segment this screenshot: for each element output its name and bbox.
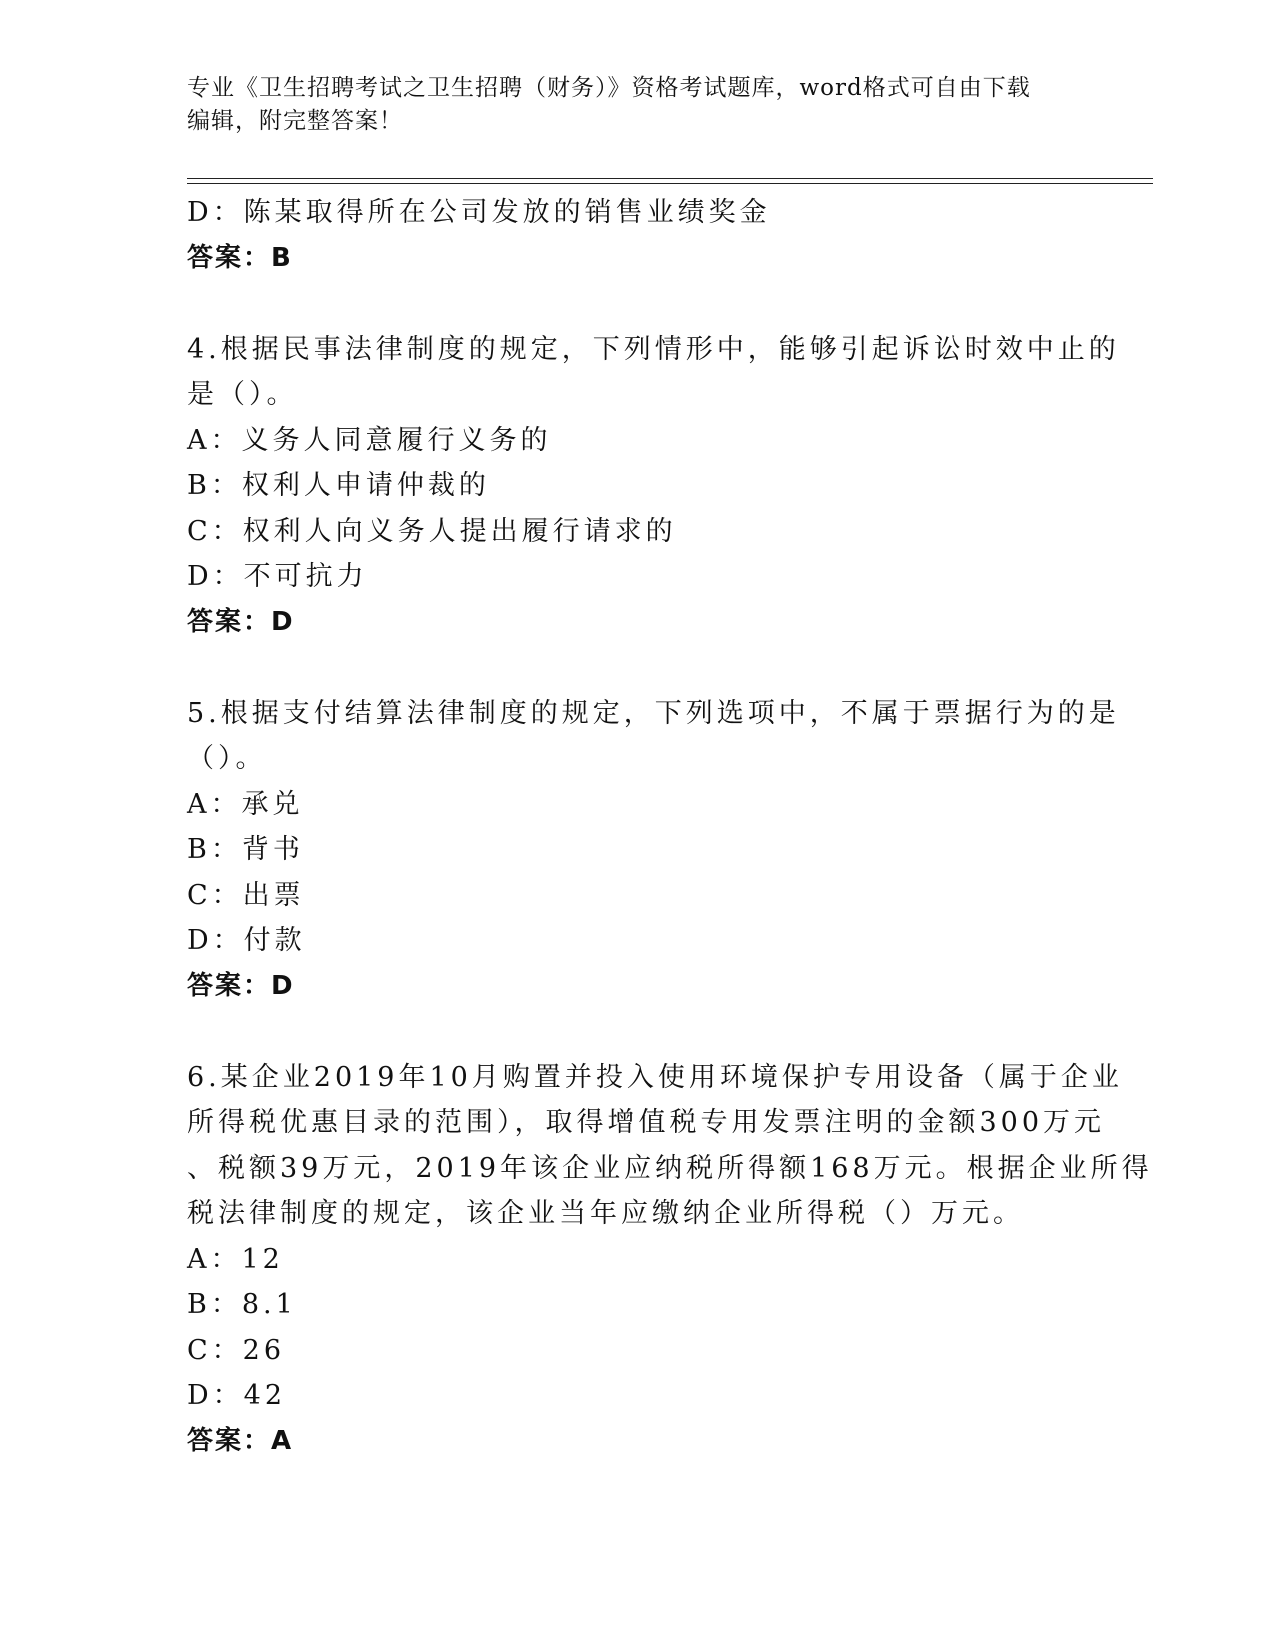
option-d: D：42 — [187, 1380, 287, 1411]
question-stem-line: 5.根据支付结算法律制度的规定，下列选项中，不属于票据行为的是 — [187, 697, 1120, 729]
option-c: C：26 — [187, 1334, 286, 1366]
option-c: C：权利人向义务人提出履行请求的 — [187, 515, 677, 547]
option-a: A：义务人同意履行义务的 — [187, 424, 552, 456]
header-divider-top — [187, 178, 1153, 179]
spacer — [187, 281, 1087, 327]
question-5 — [187, 691, 1120, 1010]
answer-line: 答案：B — [187, 242, 293, 273]
question-3-tail — [187, 190, 1087, 281]
question-4 — [187, 327, 1120, 646]
answer-line: 答案：D — [187, 606, 295, 637]
option-b: B：8.1 — [187, 1289, 297, 1320]
question-stem-line: 6.某企业2019年10月购置并投入使用环境保护专用设备（属于企业 — [187, 1061, 1123, 1093]
question-stem-line: 4.根据民事法律制度的规定，下列情形中，能够引起诉讼时效中止的 — [187, 333, 1120, 365]
option-d: D：陈某取得所在公司发放的销售业绩奖金 — [187, 197, 771, 228]
option-c: C：出票 — [187, 879, 305, 911]
question-6 — [187, 1055, 1153, 1465]
answer-line: 答案：A — [187, 1425, 294, 1456]
question-list — [187, 190, 1153, 1464]
option-a: A：承兑 — [187, 788, 304, 820]
question-stem-line: （）。 — [187, 743, 267, 774]
spacer — [187, 1009, 1087, 1055]
answer-line: 答案：D — [187, 970, 295, 1001]
question-stem-line: 税法律制度的规定，该企业当年应缴纳企业所得税（）万元。 — [187, 1198, 1024, 1229]
header-divider-bottom — [187, 183, 1153, 184]
option-b: B：权利人申请仲裁的 — [187, 470, 490, 501]
header-line-2: 编辑，附完整答案！ — [187, 108, 403, 134]
question-stem-line: 、税额39万元，2019年该企业应纳税所得额168万元。根据企业所得 — [187, 1152, 1153, 1184]
option-a: A：12 — [187, 1243, 284, 1275]
option-b: B：背书 — [187, 834, 304, 865]
question-stem-line: 所得税优惠目录的范围），取得增值税专用发票注明的金额300万元 — [187, 1107, 1106, 1138]
document-header — [187, 72, 1087, 138]
header-line-1: 专业《卫生招聘考试之卫生招聘（财务）》资格考试题库，word格式可自由下载 — [187, 75, 1031, 101]
option-d: D：付款 — [187, 925, 306, 956]
option-d: D：不可抗力 — [187, 561, 368, 592]
question-stem-line: 是（）。 — [187, 379, 298, 410]
spacer — [187, 645, 1087, 691]
